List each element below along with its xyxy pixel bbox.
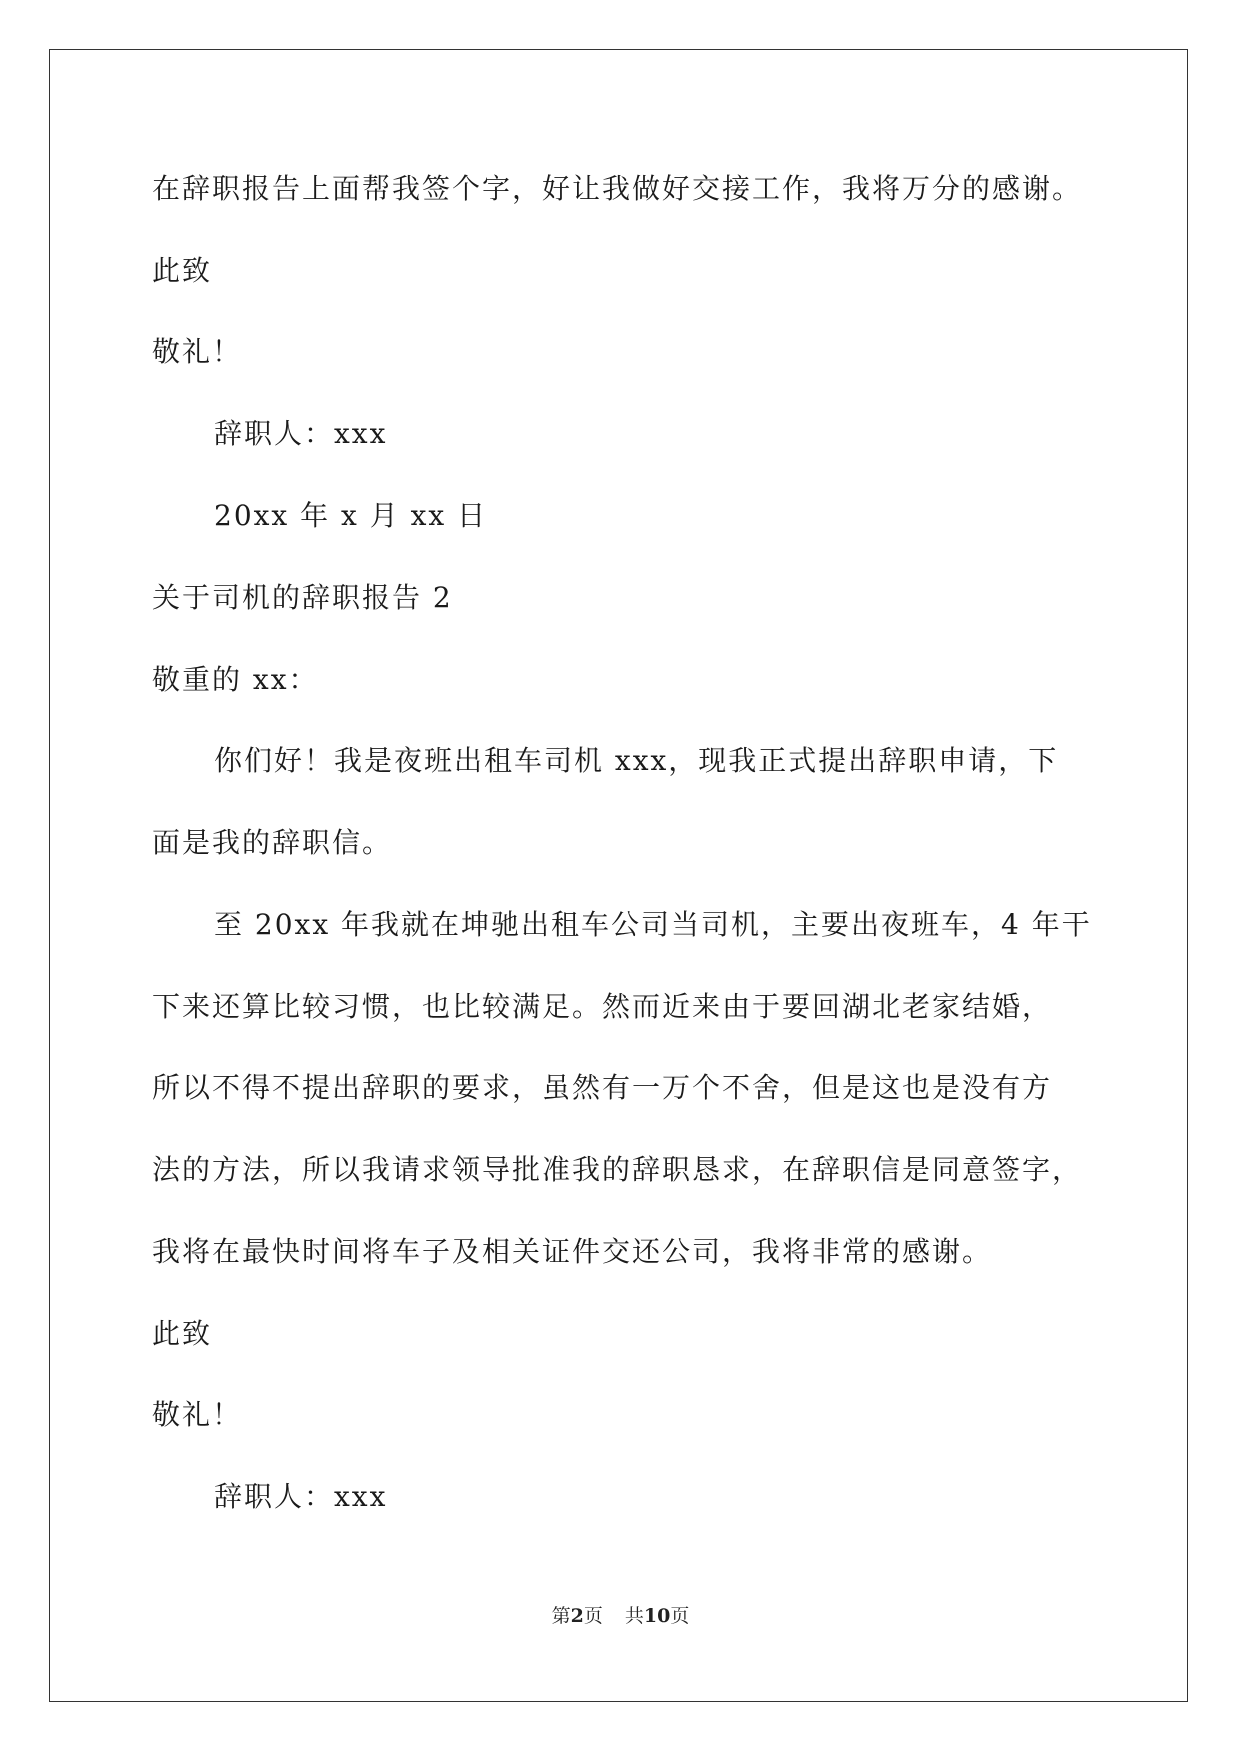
greeting: 敬重的 xx： bbox=[152, 663, 319, 696]
signature-line: 辞职人：xxx bbox=[214, 1480, 388, 1513]
body-line: 你们好！我是夜班出租车司机 xxx，现我正式提出辞职申请，下 bbox=[214, 744, 1059, 777]
current-page-number: 2 bbox=[570, 1605, 584, 1627]
body-line: 所以不得不提出辞职的要求，虽然有一万个不舍，但是这也是没有方 bbox=[152, 1071, 1053, 1104]
body-line: 至 20xx 年我就在坤驰出租车公司当司机，主要出夜班车，4 年干 bbox=[214, 908, 1092, 941]
body-line: 面是我的辞职信。 bbox=[152, 826, 393, 859]
closing-salutation: 此致 bbox=[152, 1317, 213, 1350]
signature-line: 辞职人：xxx bbox=[214, 417, 388, 450]
page-suffix: 页 bbox=[583, 1605, 603, 1627]
page-prefix: 第 bbox=[551, 1605, 571, 1627]
body-line: 法的方法，所以我请求领导批准我的辞职恳求，在辞职信是同意签字， bbox=[152, 1153, 1083, 1186]
section-title: 关于司机的辞职报告 2 bbox=[152, 581, 453, 614]
closing-salutation: 此致 bbox=[152, 254, 213, 287]
page-border bbox=[49, 49, 1188, 1702]
body-line: 下来还算比较习惯，也比较满足。然而近来由于要回湖北老家结婚， bbox=[152, 990, 1053, 1023]
page-footer bbox=[0, 1604, 1241, 1628]
total-suffix: 页 bbox=[670, 1605, 690, 1627]
total-prefix: 共 bbox=[624, 1605, 644, 1627]
date-line: 20xx 年 x 月 xx 日 bbox=[214, 499, 488, 532]
closing-regards: 敬礼！ bbox=[152, 335, 243, 368]
body-line: 我将在最快时间将车子及相关证件交还公司，我将非常的感谢。 bbox=[152, 1235, 993, 1268]
body-line: 在辞职报告上面帮我签个字，好让我做好交接工作，我将万分的感谢。 bbox=[152, 172, 1083, 205]
total-page-count: 10 bbox=[643, 1605, 671, 1627]
closing-regards: 敬礼！ bbox=[152, 1398, 243, 1431]
